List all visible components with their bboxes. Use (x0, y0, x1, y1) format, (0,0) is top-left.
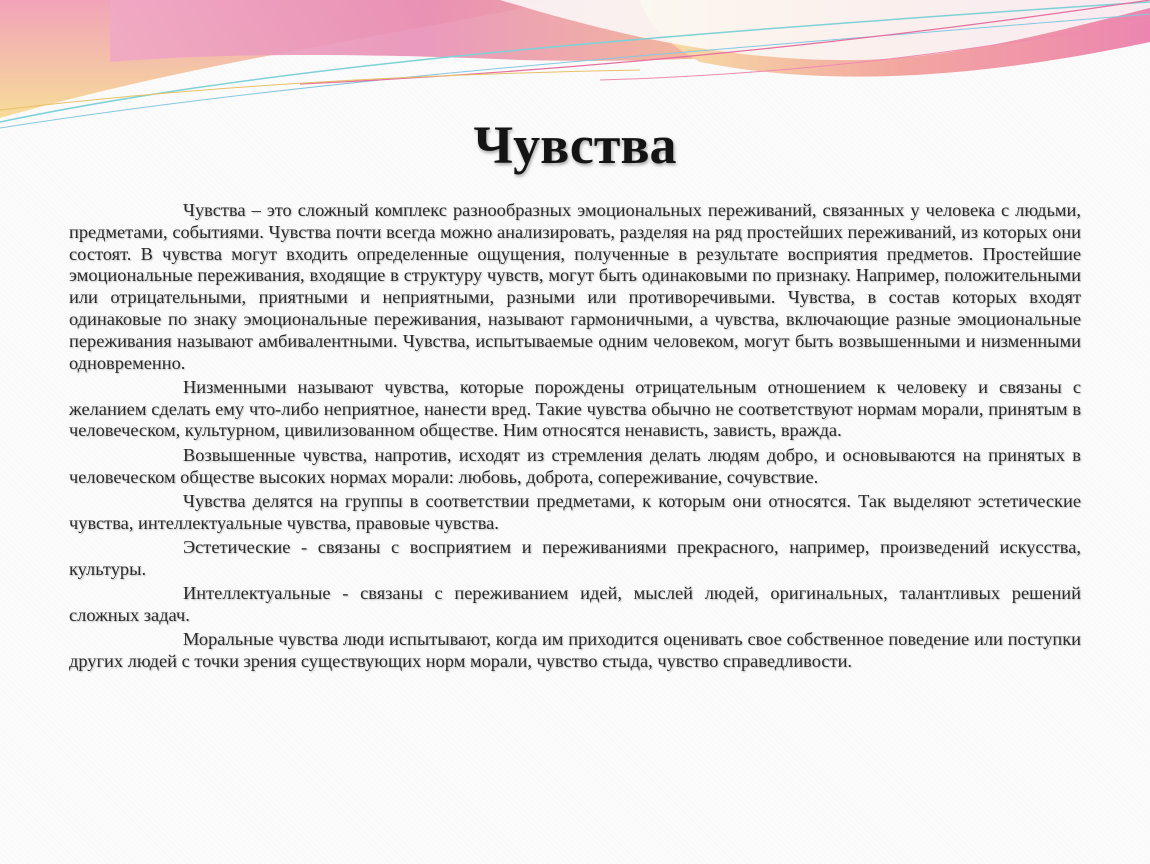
paragraph-base-feelings: Низменными называют чувства, которые порождены отрицательным отношением к человеку и связаны с желанием сделать ему что-либо неприятное, нанести вред. Такие чувства обычно не соответствуют нормам морали, принятым в человеческом, культурном, цивилизованном обществе. Ним относятся ненависть, зависть, вражда. (69, 376, 1081, 441)
paragraph-elevated-feelings: Возвышенные чувства, напротив, исходят из стремления делать людям добро, и основываются на принятых в человеческом обществе высоких нормах морали: любовь, доброта, сопереживание, сочувствие. (69, 444, 1081, 487)
paragraph-aesthetic: Эстетические - связаны с восприятием и переживаниями прекрасного, например, произведений искусства, культуры. (69, 536, 1081, 579)
paragraph-definition: Чувства – это сложный комплекс разнообразных эмоциональных переживаний, связанных у человека с людьми, предметами, событиями. Чувства почти всегда можно анализировать, разделяя на ряд простейших переживаний, из которых они состоят. В чувства могут входить определенные ощущения, полученные в результате восприятия предметов. Простейшие эмоциональные переживания, входящие в структуру чувств, могут быть одинаковыми по признаку. Например, положительными или отрицательными, приятными и неприятными, разными или противоречивыми. Чувства, в состав которых входят одинаковые по знаку эмоциональные переживания, называют гармоничными, а чувства, включающие разные эмоциональные переживания называют амбивалентными. Чувства, испытываемые одним человеком, могут быть возвышенными и низменными одновременно. (69, 200, 1081, 373)
paragraph-feeling-groups: Чувства делятся на группы в соответствии предметами, к которым они относятся. Так выделяют эстетические чувства, интеллектуальные чувства, правовые чувства. (69, 490, 1081, 533)
slide-body (69, 200, 1081, 675)
slide-title: Чувства (473, 115, 677, 175)
paragraph-intellectual: Интеллектуальные - связаны с переживанием идей, мыслей людей, оригинальных, талантливых решений сложных задач. (69, 583, 1081, 625)
paragraph-moral: Моральные чувства люди испытывают, когда им приходится оценивать свое собственное поведение или поступки других людей с точки зрения существующих норм морали, чувство стыда, чувство справедливости. (69, 629, 1081, 671)
